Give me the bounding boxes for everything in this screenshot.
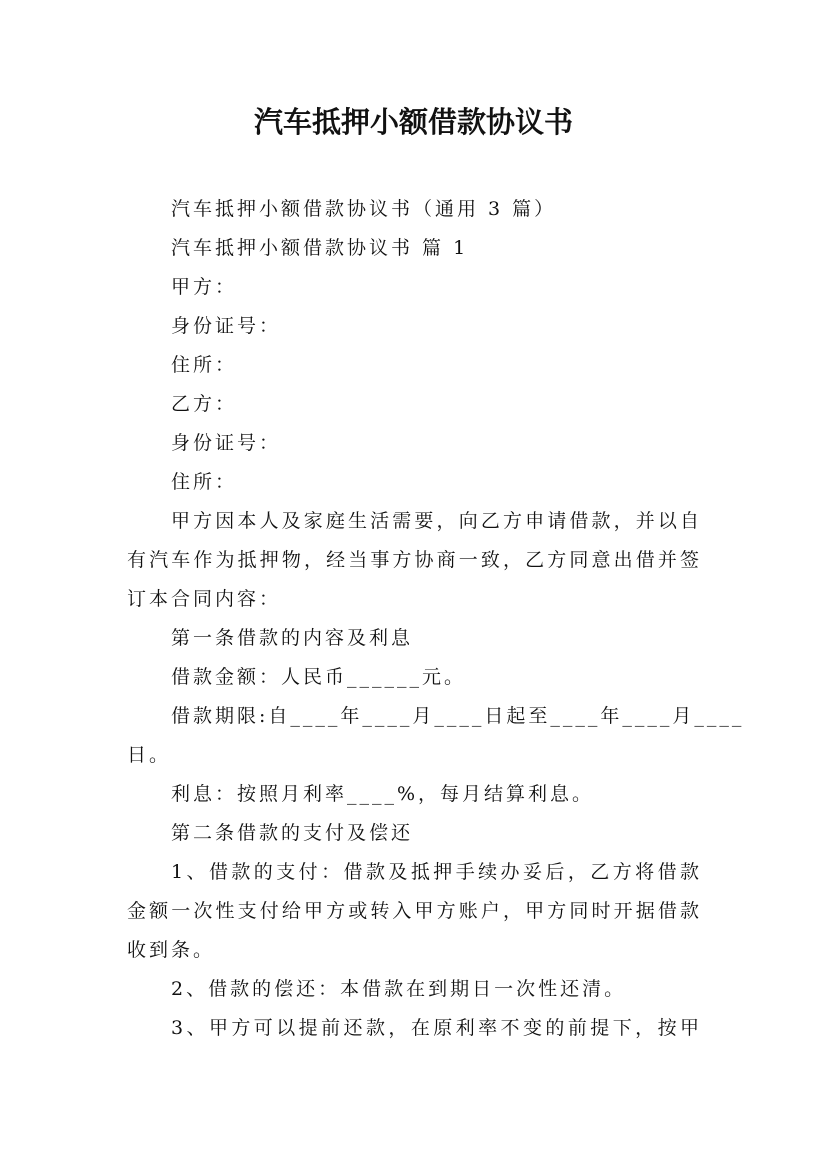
interest-line: 利息：按照月利率____%，每月结算利息。 <box>171 783 595 805</box>
subtitle-line: 汽车抵押小额借款协议书（通用 3 篇） <box>171 198 557 220</box>
paragraph-line: 有汽车作为抵押物，经当事方协商一致，乙方同意出借并签 <box>127 549 702 571</box>
party-b-id-label: 身份证号： <box>171 432 282 454</box>
loan-amount-line: 借款金额：人民币______元。 <box>171 666 467 688</box>
paragraph-line: 金额一次性支付给甲方或转入甲方账户，甲方同时开据借款 <box>127 900 702 922</box>
document-title: 汽车抵押小额借款协议书 <box>253 105 573 139</box>
party-b-label: 乙方： <box>171 393 238 415</box>
loan-term-line: 借款期限:自____年____月____日起至____年____月____ <box>171 705 745 727</box>
paragraph-line: 订本合同内容： <box>127 588 282 610</box>
paragraph-line: 甲方因本人及家庭生活需要，向乙方申请借款，并以自 <box>171 510 702 532</box>
article-heading: 第一条借款的内容及利息 <box>171 627 414 649</box>
party-a-id-label: 身份证号： <box>171 315 282 337</box>
paragraph-line: 1、借款的支付：借款及抵押手续办妥后，乙方将借款 <box>171 861 702 883</box>
party-a-address-label: 住所： <box>171 354 238 376</box>
paragraph-line: 收到条。 <box>127 939 216 961</box>
paragraph-line: 2、借款的偿还：本借款在到期日一次性还清。 <box>171 978 627 1000</box>
loan-term-line-end: 日。 <box>127 744 172 766</box>
party-a-label: 甲方： <box>171 276 238 298</box>
section-heading: 汽车抵押小额借款协议书 篇 1 <box>171 237 469 259</box>
article-heading: 第二条借款的支付及偿还 <box>171 822 414 844</box>
party-b-address-label: 住所： <box>171 471 238 493</box>
document-body <box>127 190 745 1048</box>
paragraph-line: 3、甲方可以提前还款，在原利率不变的前提下，按甲 <box>171 1017 702 1039</box>
